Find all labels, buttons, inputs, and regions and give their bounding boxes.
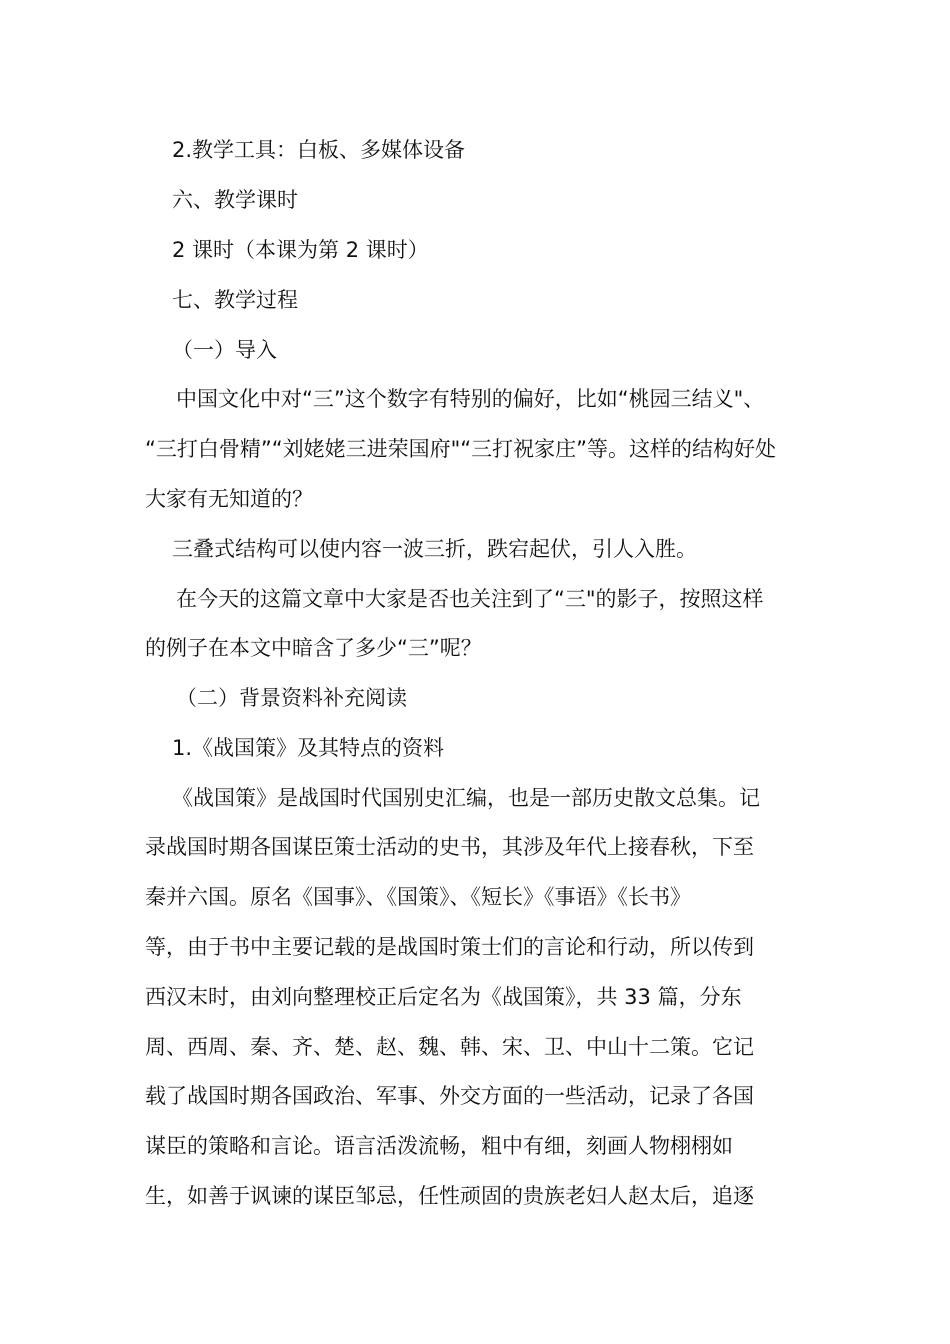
- paragraph-line: 的例子在本文中暗含了多少“三”呢？: [145, 636, 482, 660]
- paragraph-line: 秦并六国。原名《国事》、《国策》、《短长》《事语》《长书》: [145, 885, 691, 909]
- paragraph-line: 大家有无知道的？: [145, 487, 313, 511]
- paragraph-line: 《战国策》是战国时代国别史汇编，也是一部历史散文总集。记: [172, 786, 760, 810]
- heading-teaching-process: 七、教学过程: [172, 288, 298, 312]
- paragraph-line: 等，由于书中主要记载的是战国时策士们的言论和行动，所以传到: [145, 935, 754, 959]
- paragraph-line: 中国文化中对“三”这个数字有特别的偏好，比如“桃园三结义"、: [176, 387, 765, 411]
- heading-teaching-hours: 六、教学课时: [172, 188, 298, 212]
- subheading-zhanguoce: 1.《战国策》及其特点的资料: [172, 736, 445, 760]
- paragraph-line: 在今天的这篇文章中大家是否也关注到了“三"的影子，按照这样: [176, 587, 764, 611]
- text-line-teaching-tools: 2.教学工具：白板、多媒体设备: [172, 138, 466, 162]
- paragraph-line: 生，如善于讽谏的谋臣邹忌，任性顽固的贵族老妇人赵太后，追逐: [145, 1184, 754, 1208]
- text-line-hours: 2 课时（本课为第 2 课时）: [172, 238, 429, 262]
- paragraph-line: “三打白骨精”“刘姥姥三进荣国府"“三打祝家庄”等。这样的结构好处: [145, 437, 777, 461]
- subheading-background-reading: （二）背景资料补充阅读: [176, 686, 407, 710]
- paragraph-line: 西汉末时，由刘向整理校正后定名为《战国策》，共 33 篇，分东: [145, 985, 742, 1009]
- subheading-introduction: （一）导入: [172, 338, 277, 362]
- paragraph-line: 三叠式结构可以使内容一波三折，跌宕起伏，引人入胜。: [172, 537, 697, 561]
- paragraph-line: 录战国时期各国谋臣策士活动的史书，其涉及年代上接春秋，下至: [145, 835, 754, 859]
- paragraph-line: 谋臣的策略和言论。语言活泼流畅，粗中有细，刻画人物栩栩如: [145, 1134, 733, 1158]
- paragraph-line: 周、西周、秦、齐、楚、赵、魏、韩、宋、卫、中山十二策。它记: [145, 1035, 754, 1059]
- paragraph-line: 载了战国时期各国政治、军事、外交方面的一些活动，记录了各国: [145, 1084, 754, 1108]
